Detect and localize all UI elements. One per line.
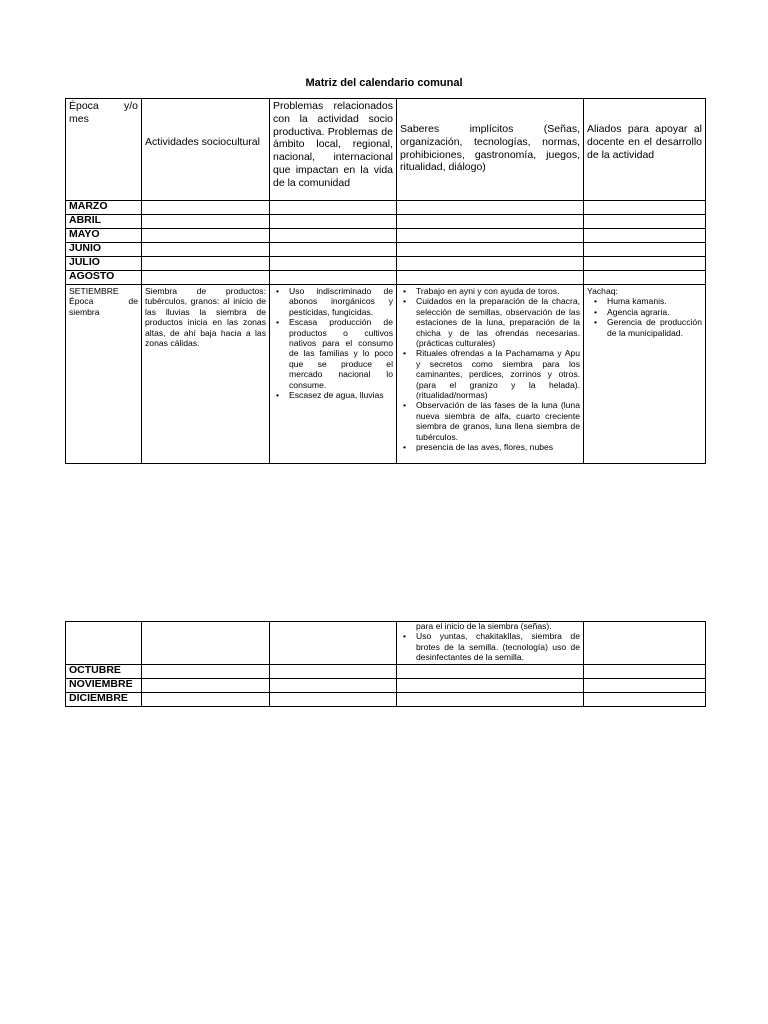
saber-item: • Rituales ofrendas a la Pachamama y Apu y secretos como siembra para los caminantes, perdices, zorrinos y otros. (para el granizo y la helada). (ritualidad/normas)	[416, 348, 580, 400]
month-label: JULIO	[66, 257, 142, 271]
saber-item: • Uso yuntas, chakitakllas, siembra de brotes de la semilla. (tecnología) uso de desinfectantes de la semilla.	[416, 631, 580, 662]
saber-item: • Trabajo en ayni y con ayuda de toros.	[416, 286, 580, 296]
setiembre-aliados	[584, 285, 706, 464]
problem-item: • Uso indiscriminado de abonos inorgánicos y pesticidas, fungicidas.	[289, 286, 393, 317]
header-saberes: Saberes implícitos (Señas, organización, tecnologías, normas, prohibiciones, gastronomía, juegos, ritualidad, diálogo)	[397, 99, 584, 201]
continuation-saberes	[397, 622, 584, 665]
month-row	[66, 243, 706, 257]
aliados-label: Yachaq:	[587, 286, 618, 296]
header-problemas: Problemas relacionados con la actividad socio productiva. Problemas de ámbito local, regional, nacional, internacional que impactan en la vida de la comunidad	[270, 99, 397, 201]
setiembre-actividad: Siembra de productos: tubérculos, granos: al inicio de las lluvias la siembra de productos inicia en las zonas altas, de ahí baja hacia a las zonas cálidas.	[142, 285, 270, 464]
month-label: OCTUBRE	[66, 664, 142, 678]
month-row	[66, 229, 706, 243]
setiembre-sub: Época de siembra	[69, 296, 138, 317]
header-actividades: Actividades sociocultural	[142, 99, 270, 201]
header-row	[66, 99, 706, 201]
month-row	[66, 271, 706, 285]
calendar-matrix-table	[65, 98, 706, 464]
setiembre-month: SETIEMBRE	[69, 286, 119, 296]
month-label: DICIEMBRE	[66, 692, 142, 706]
header-aliados: Aliados para apoyar al docente en el desarrollo de la actividad	[584, 99, 706, 201]
header-epoca: Época y/o mes	[66, 99, 142, 201]
setiembre-row	[66, 285, 706, 464]
calendar-matrix-table-continued	[65, 621, 706, 707]
setiembre-problemas	[270, 285, 397, 464]
month-label: ABRIL	[66, 215, 142, 229]
month-label: AGOSTO	[66, 271, 142, 285]
month-row	[66, 692, 706, 706]
continuation-line: para el inicio de la siembra (señas).	[416, 621, 552, 631]
month-row	[66, 201, 706, 215]
problem-item: • Escasez de agua, lluvias	[289, 390, 393, 400]
continuation-row	[66, 622, 706, 665]
setiembre-cell	[66, 285, 142, 464]
month-label: JUNIO	[66, 243, 142, 257]
saber-item: • presencia de las aves, flores, nubes	[416, 442, 580, 452]
aliado-item: • Agencia agraria.	[607, 307, 702, 317]
aliado-item: • Huma kamanis.	[607, 296, 702, 306]
month-label: MARZO	[66, 201, 142, 215]
setiembre-saberes	[397, 285, 584, 464]
month-label: MAYO	[66, 229, 142, 243]
saber-item: • Observación de las fases de la luna (luna nueva siembra de alfa, cuarto creciente siembra de granos, luna llena siembra de tubérculos.	[416, 400, 580, 442]
month-row	[66, 215, 706, 229]
saber-item: • Cuidados en la preparación de la chacra, selección de semillas, observación de las estaciones de la luna, preparación de la chicha y de las ofrendas necesarias. (prácticas culturales)	[416, 296, 580, 348]
month-row	[66, 257, 706, 271]
month-row	[66, 678, 706, 692]
month-row	[66, 664, 706, 678]
aliado-item: • Gerencia de producción de la municipalidad.	[607, 317, 702, 338]
document-title: Matriz del calendario comunal	[305, 77, 463, 89]
problem-item: • Escasa producción de productos o cultivos nativos para el consumo de las familias y lo poco que se produce el mercado nacional lo consume.	[289, 317, 393, 390]
month-label: NOVIEMBRE	[66, 678, 142, 692]
